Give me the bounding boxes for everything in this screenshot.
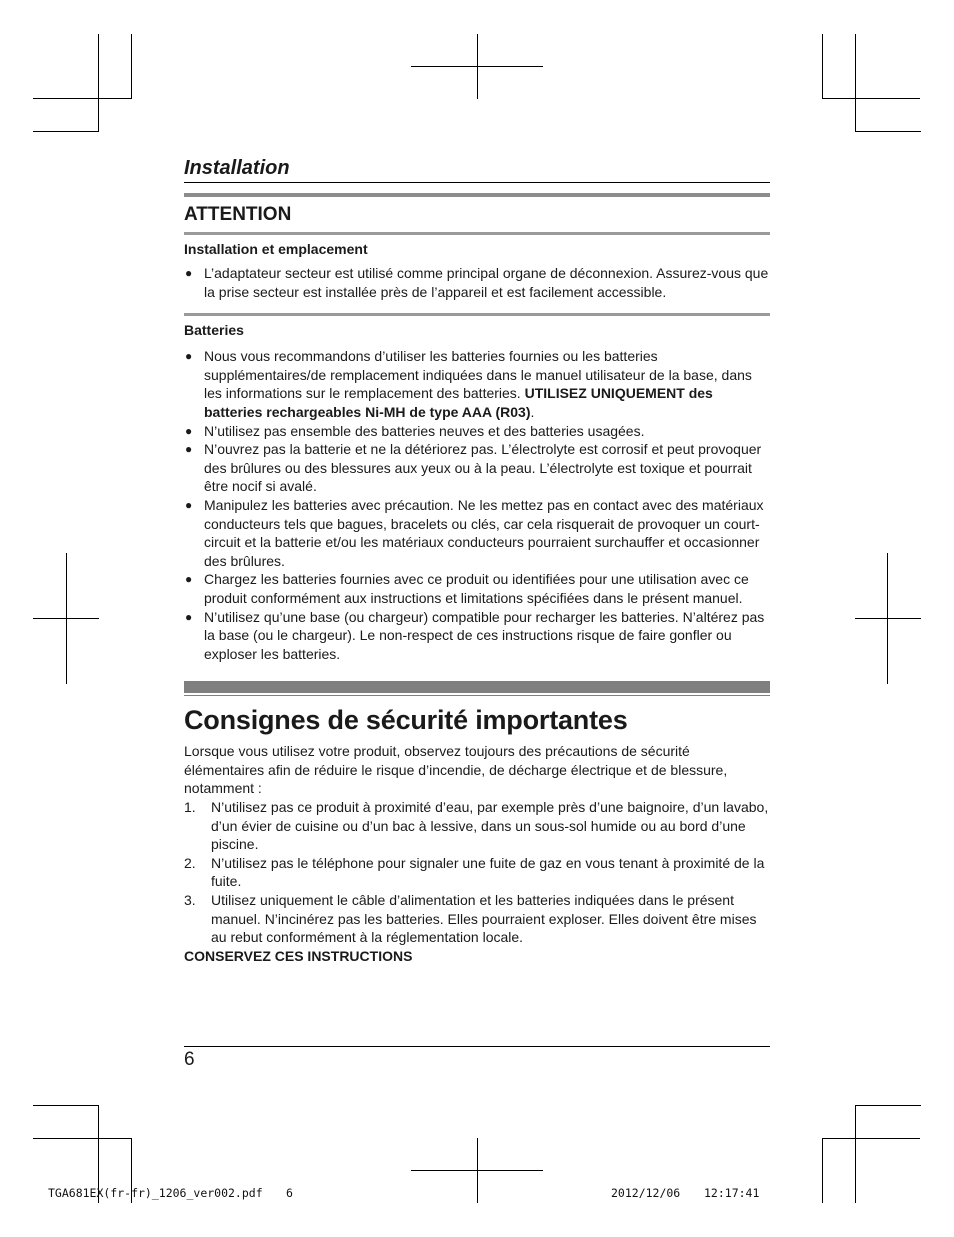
consignes-top-bar xyxy=(184,681,770,693)
bullet-icon: ● xyxy=(185,266,193,280)
batteries-subheading: Batteries xyxy=(184,322,244,339)
list-item: ● Manipulez les batteries avec précaution. Ne les mettez pas en contact avec des matériaux conducteurs tels que bagues, bracelets ou clés, car cela risquerait de provoquer un court-circuit et la batterie et/ou les matériaux conducteurs pourraient surchauffer et occasionner des brûlures. xyxy=(185,496,764,569)
section-title: Installation xyxy=(184,157,290,179)
batteries-block xyxy=(184,321,770,663)
bullet-icon: ● xyxy=(185,442,193,457)
crop-mark xyxy=(33,1138,131,1139)
list-item: ● N’utilisez qu’une base (ou chargeur) compatible pour recharger les batteries. N’altérez pas la base (ou le chargeur). Le non-respect de ces instructions risque de faire gonfler ou exploser les batteries. xyxy=(185,608,765,662)
list-item: ● L’adaptateur secteur est utilisé comme principal organe de déconnexion. Assurez-vous que la prise secteur est installée près de l’appareil et est facilement accessible. xyxy=(185,265,769,300)
crop-mark xyxy=(33,618,99,619)
bullet-icon: ● xyxy=(185,423,193,438)
list-item: 2. N’utilisez pas le téléphone pour signaler une fuite de gaz en vous tenant à proximité de la fuite. xyxy=(184,854,765,890)
installation-list xyxy=(184,264,770,301)
crop-mark xyxy=(822,34,823,99)
installation-subheading: Installation et emplacement xyxy=(184,241,368,257)
crop-mark xyxy=(33,1105,99,1106)
list-item: ● N’utilisez pas ensemble des batteries neuves et des batteries usagées. xyxy=(185,422,645,439)
page-content xyxy=(184,155,770,965)
consignes-list xyxy=(184,798,770,947)
print-file-name: TGA681EX(fr-fr)_1206_ver002.pdf xyxy=(48,1186,263,1200)
attention-top-rule xyxy=(184,193,770,197)
bullet-icon: ● xyxy=(185,609,193,624)
crop-mark xyxy=(131,34,132,99)
footer-rule xyxy=(184,1046,770,1047)
batteries-list xyxy=(184,347,770,663)
consignes-title: Consignes de sécurité importantes xyxy=(184,705,628,736)
attention-heading-rule xyxy=(184,232,770,235)
crop-mark xyxy=(855,1105,921,1106)
print-time: 12:17:41 xyxy=(704,1186,760,1200)
crop-mark xyxy=(855,1105,856,1203)
consignes-intro: Lorsque vous utilisez votre produit, observez toujours des précautions de sécurité élémentaires afin de réduire le risque d’incendie, de décharge électrique et de blessure, notamment : xyxy=(184,743,728,797)
crop-mark xyxy=(411,66,543,67)
installation-block xyxy=(184,240,770,301)
crop-mark xyxy=(98,34,99,132)
consignes-closing: CONSERVEZ CES INSTRUCTIONS xyxy=(184,947,413,964)
list-item: 3. Utilisez uniquement le câble d’alimentation et les batteries indiquées dans le présent manuel. N’incinérez pas les batteries. Elles pourraient exploser. Elles doivent être mises au rebut conformément à la réglementation locale. xyxy=(184,892,757,946)
crop-mark xyxy=(411,1170,543,1171)
batteries-rule xyxy=(184,313,770,316)
header-rule xyxy=(184,182,770,183)
bullet-icon: ● xyxy=(185,349,193,364)
attention-heading: ATTENTION xyxy=(184,204,292,225)
consignes-top-line xyxy=(184,695,770,696)
crop-mark xyxy=(822,1138,920,1139)
crop-mark xyxy=(33,131,99,132)
list-item: ● Nous vous recommandons d’utiliser les batteries fournies ou les batteries supplémentaires/de remplacement indiquées dans le manuel utilisateur de la base, dans les informations sur le remplacement des batteries. UTILISEZ UNIQUEMENT des batteries rechargeables Ni-MH de type AAA (R03). xyxy=(185,348,752,420)
page-number: 6 xyxy=(184,1049,195,1070)
list-item: 1. N’utilisez pas ce produit à proximité d’eau, par exemple près d’une baignoire, d’un lavabo, d’un évier de cuisine ou d’un bac à lessive, dans un sous-sol humide ou au bord d’une piscine. xyxy=(184,799,769,853)
crop-mark xyxy=(855,34,856,132)
bullet-icon: ● xyxy=(185,572,193,587)
crop-mark xyxy=(33,98,131,99)
crop-mark xyxy=(855,618,921,619)
bullet-icon: ● xyxy=(185,497,193,512)
list-item: ● Chargez les batteries fournies avec ce produit ou identifiées pour une utilisation avec ce produit conformément aux instructions et limitations spécifiées dans le présent manuel. xyxy=(185,571,749,606)
crop-mark xyxy=(822,1138,823,1203)
print-date: 2012/12/06 xyxy=(611,1186,681,1200)
crop-mark xyxy=(855,131,921,132)
print-page: 6 xyxy=(286,1186,293,1200)
list-item: ● N’ouvrez pas la batterie et ne la détériorez pas. L’électrolyte est corrosif et peut provoquer des brûlures ou des blessures aux yeux ou à la peau. L’électrolyte est toxique et pourrait être nocif si avalé. xyxy=(185,441,762,495)
crop-mark xyxy=(822,98,920,99)
